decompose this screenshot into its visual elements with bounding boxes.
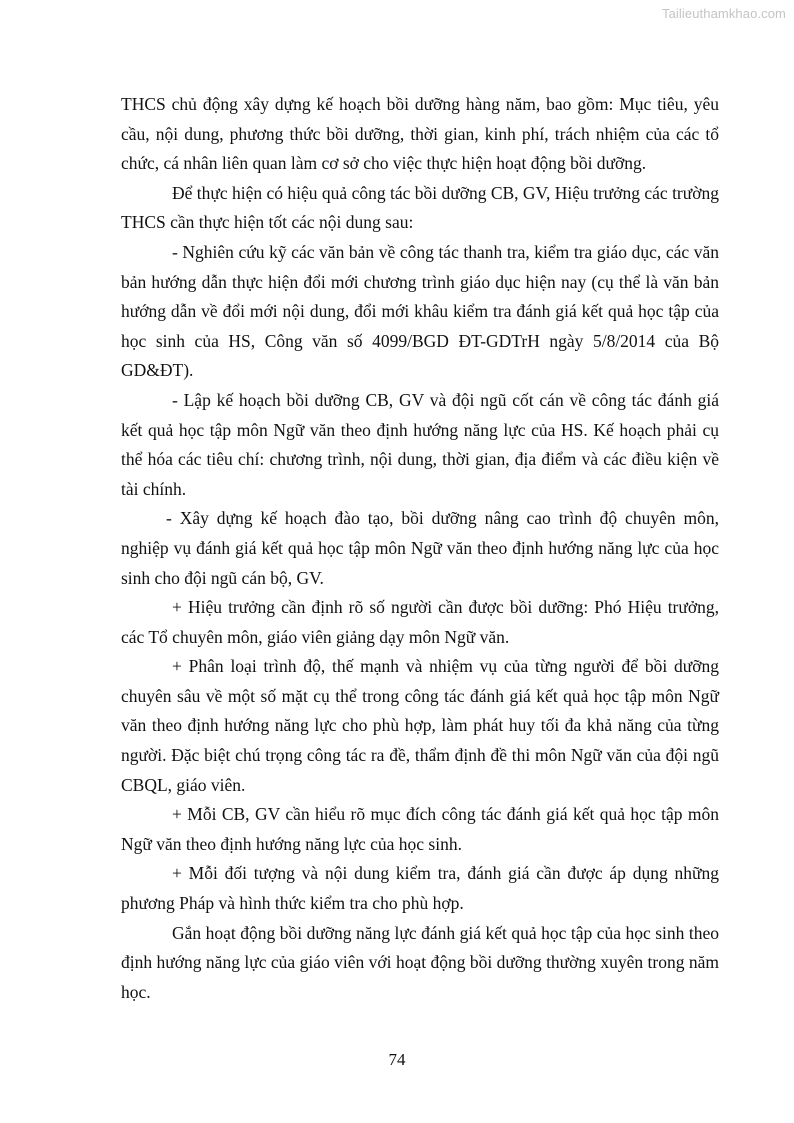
paragraph-item-research: - Nghiên cứu kỹ các văn bản về công tác thanh tra, kiểm tra giáo dục, các văn bản hướng dẫn thực hiện đổi mới chương trình giáo dục hiện nay (cụ thể là văn bản hướng dẫn về đổi mới nội dung, đổi mới khâu kiểm tra đánh giá kết quả học tập của học sinh của HS, Công văn số 4099/BGD ĐT-GDTrH ngày 5/8/2014 của Bộ GD&ĐT).	[121, 241, 719, 381]
page-number: 74	[388, 1050, 406, 1069]
paragraph-subitem-understand: + Mỗi CB, GV cần hiểu rõ mục đích công tác đánh giá kết quả học tập môn Ngữ văn theo định hướng năng lực của học sinh.	[121, 804, 719, 854]
paragraph-item-plan: - Lập kế hoạch bồi dưỡng CB, GV và đội ngũ cốt cán về công tác đánh giá kết quả học tập môn Ngữ văn theo định hướng năng lực của HS. Kế hoạch phải cụ thể hóa các tiêu chí: chương trình, nội dung, thời gian, địa điểm và các điều kiện về tài chính.	[121, 389, 719, 499]
watermark: Tailieuthamkhao.com	[661, 6, 786, 21]
paragraph-continuation: THCS chủ động xây dựng kế hoạch bồi dưỡng hàng năm, bao gồm: Mục tiêu, yêu cầu, nội dung, phương thức bồi dưỡng, thời gian, kinh phí, trách nhiệm của các tổ chức, cá nhân liên quan làm cơ sở cho việc thực hiện hoạt động bồi dưỡng.	[121, 94, 719, 174]
paragraph-item-training: - Xây dựng kế hoạch đào tạo, bồi dưỡng nâng cao trình độ chuyên môn, nghiệp vụ đánh giá kết quả học tập môn Ngữ văn theo định hướng năng lực của học sinh cho đội ngũ cán bộ, GV.	[121, 508, 719, 588]
paragraph-subitem-methods: + Mỗi đối tượng và nội dung kiểm tra, đánh giá cần được áp dụng những phương Pháp và hình thức kiểm tra cho phù hợp.	[121, 863, 719, 914]
paragraph-subitem-classify: + Phân loại trình độ, thế mạnh và nhiệm vụ của từng người để bồi dưỡng chuyên sâu về một số mặt cụ thể trong công tác đánh giá kết quả học tập môn Ngữ văn theo định hướng năng lực cho phù hợp, làm phát huy tối đa khả năng của từng người. Đặc biệt chú trọng công tác ra đề, thẩm định đề thi môn Ngữ văn của đội ngũ CBQL, giáo viên.	[121, 656, 719, 795]
document-body	[121, 90, 719, 1007]
paragraph-conclusion: Gắn hoạt động bồi dưỡng năng lực đánh giá kết quả học tập của học sinh theo định hướng năng lực của giáo viên với hoạt động bồi dưỡng thường xuyên trong năm học.	[121, 922, 719, 1002]
paragraph-intro: Để thực hiện có hiệu quả công tác bồi dưỡng CB, GV, Hiệu trưởng các trường THCS cần thực hiện tốt các nội dung sau:	[121, 182, 719, 233]
paragraph-subitem-principal: + Hiệu trưởng cần định rõ số người cần được bồi dưỡng: Phó Hiệu trưởng, các Tổ chuyên môn, giáo viên giảng dạy môn Ngữ văn.	[121, 597, 719, 647]
